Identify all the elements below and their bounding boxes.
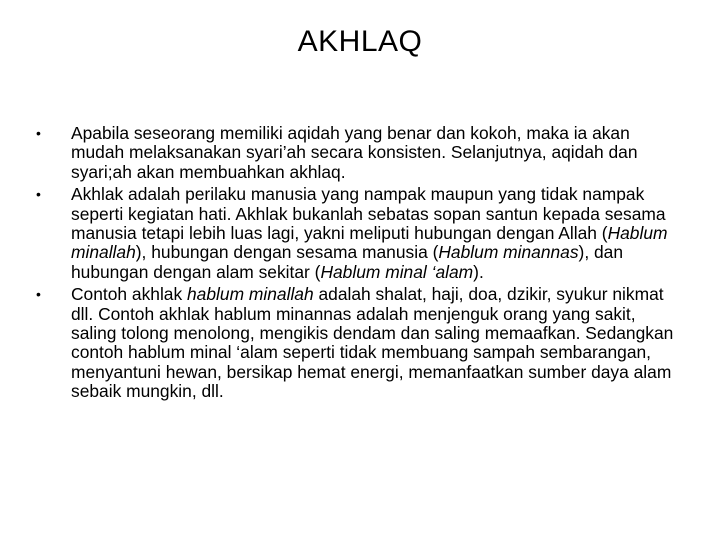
text-segment: Akhlak adalah perilaku manusia yang nampak maupun yang tidak nampak seperti kegiatan hati. Akhlak bukanlah sebatas sopan santun kepada sesama manusia tetapi lebih luas lagi, yakni meliputi hubungan dengan Allah ( (71, 184, 666, 244)
bullet-icon: • (36, 125, 41, 141)
text-segment: Contoh akhlak (71, 284, 188, 305)
bullet-item (36, 285, 676, 401)
bullet-item (36, 185, 676, 282)
italic-term: Hablum minal ‘alam (320, 261, 474, 282)
bullet-text (71, 184, 668, 282)
text-segment: adalah shalat, haji, doa, dzikir, syukur nikmat dll. Contoh akhlak hablum minannas adalah menjenguk orang yang sakit, saling tolong menolong, mengikis dendam dan saling memaafkan. Sedangkan contoh hablum minal ‘alam seperti tidak membuang sampah sembarangan, menyantuni hewan, bersikap hemat energi, memanfaatkan sumber daya alam sebaik mungkin, dll. (71, 284, 674, 402)
italic-term: hablum minallah (187, 284, 314, 305)
slide-title: AKHLAQ (297, 25, 423, 58)
bullet-text (71, 284, 673, 401)
text-segment: ), dan hubungan dengan alam sekitar ( (71, 242, 624, 282)
italic-term: Hablum minallah (71, 223, 668, 263)
italic-term: Hablum minannas (438, 242, 579, 263)
bullet-icon: • (36, 186, 41, 203)
bullet-text (71, 123, 638, 182)
bullet-list (36, 124, 676, 405)
text-segment: ), hubungan dengan sesama manusia ( (135, 242, 439, 263)
bullet-icon: • (36, 286, 41, 303)
text-segment: ). (473, 261, 484, 282)
text-segment: Apabila seseorang memiliki aqidah yang benar dan kokoh, maka ia akan mudah melaksanakan syari’ah secara konsisten. Selanjutnya, aqidah dan syari;ah akan membuahkan akhlaq. (71, 123, 638, 182)
bullet-item (36, 124, 676, 182)
